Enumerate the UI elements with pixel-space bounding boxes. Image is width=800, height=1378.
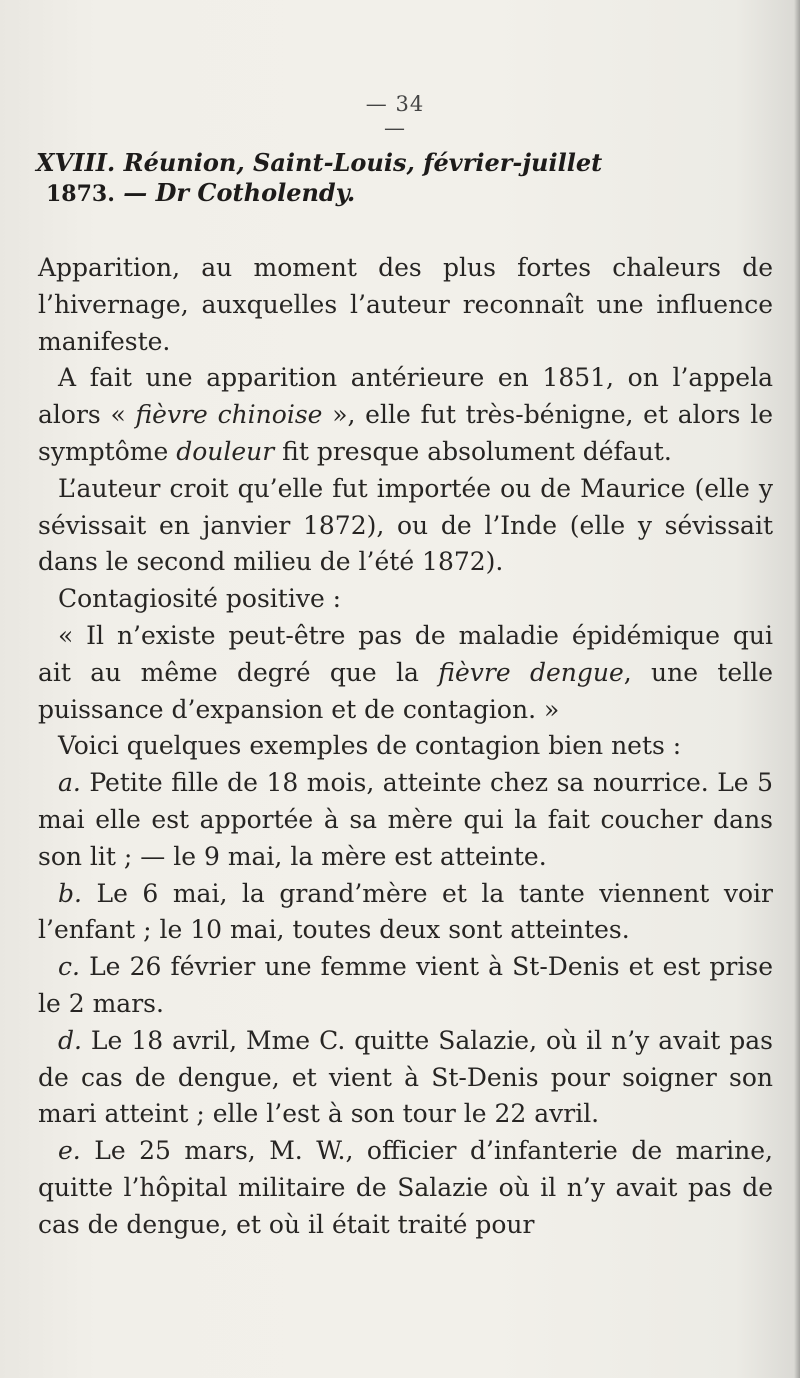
paragraph-contagiosite: Contagiosité positive : xyxy=(58,584,342,614)
example-d-text: Le 18 avril, Mme C. quitte Salazie, où il n’y avait pas de cas de dengue, et vient à St-Denis pour soigner son mari atteint ; elle l’est à son tour le 22 avril. xyxy=(38,1025,773,1129)
example-b-letter: b. xyxy=(58,878,82,908)
paragraph-1851-post: fit presque absolument défaut. xyxy=(274,436,672,466)
example-c xyxy=(38,949,773,1023)
example-b-text: Le 6 mai, la grand’mère et la tante viennent voir l’enfant ; le 10 mai, toutes deux sont atteintes. xyxy=(38,878,773,945)
paragraph-1851-fievre-chinoise: fièvre chinoise xyxy=(135,400,323,430)
example-b xyxy=(38,876,773,950)
paragraph-1851-mid: », elle fut très-bénigne, et alors le symptôme xyxy=(38,400,774,466)
example-e xyxy=(38,1133,773,1243)
paragraph-hivernage: Apparition, au moment des plus fortes chaleurs de l’hivernage, auxquelles l’auteur reconnaît une influence manifeste. xyxy=(38,253,773,356)
example-c-letter: c. xyxy=(58,952,80,982)
paragraph-exemples: Voici quelques exemples de contagion bien nets : xyxy=(58,731,682,761)
paragraph-1851 xyxy=(38,360,773,470)
paragraph-quote xyxy=(38,618,773,728)
heading-author: Dr Cotholendy. xyxy=(155,178,356,207)
heading-title: XVIII. Réunion, Saint-Louis, février-juillet xyxy=(36,148,603,177)
paragraph-1851-douleur: douleur xyxy=(176,436,275,466)
example-d xyxy=(38,1023,773,1133)
example-a-letter: a. xyxy=(58,768,81,798)
section-heading xyxy=(36,148,766,209)
page-edge-shadow xyxy=(794,0,800,1378)
example-c-text: Le 26 février une femme vient à St-Denis et est prise le 2 mars. xyxy=(38,952,773,1018)
example-e-text: Le 25 mars, M. W., officier d’infanterie de marine, quitte l’hôpital militaire de Salazie où il n’y avait pas de cas de dengue, et où il était traité pour xyxy=(38,1136,773,1239)
example-a xyxy=(38,765,773,875)
quote-pre: « Il n’existe peut-être pas de maladie épidémique qui ait au même degré que la xyxy=(38,620,773,687)
paragraph-1851-pre: A fait une apparition antérieure en 1851, on l’appela alors « xyxy=(38,363,773,430)
quote-fievre-dengue: fièvre dengue xyxy=(438,657,624,687)
page-number: — 34 — xyxy=(365,92,425,140)
heading-subline xyxy=(36,178,766,209)
example-a-text: Petite fille de 18 mois, atteinte chez sa nourrice. Le 5 mai elle est apportée à sa mère qui la fait coucher dans son lit ; — le 9 mai, la mère est atteinte. xyxy=(38,768,773,871)
paragraph-importation: L’auteur croit qu’elle fut importée ou de Maurice (elle y sévissait en janvier 1872), ou de l’Inde (elle y sévissait dans le second milieu de l’été 1872). xyxy=(38,473,773,577)
quote-post: , une telle puissance d’expansion et de contagion. » xyxy=(38,657,773,724)
body-text xyxy=(38,250,773,1244)
example-d-letter: d. xyxy=(58,1025,82,1055)
heading-year: 1873. xyxy=(46,181,115,207)
example-e-letter: e. xyxy=(58,1136,81,1166)
heading-dash: — xyxy=(114,178,156,207)
